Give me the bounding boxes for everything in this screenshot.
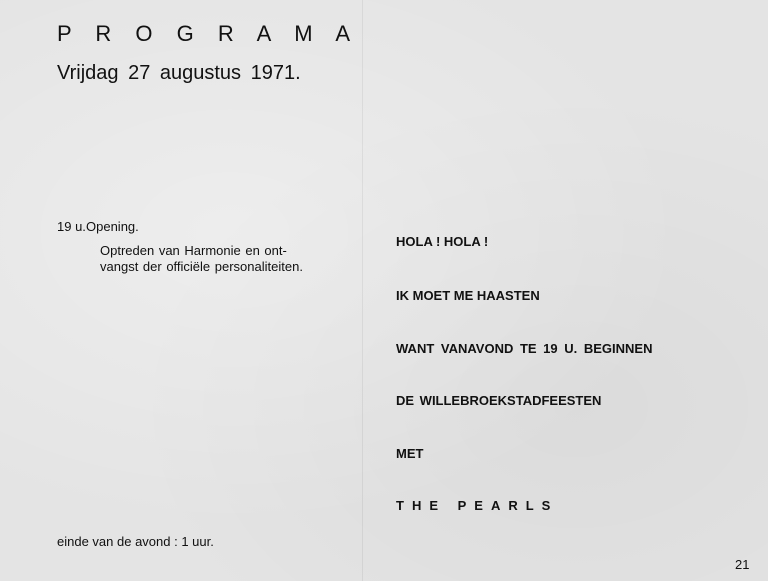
announcement-line: MET	[396, 446, 424, 461]
schedule-description	[100, 243, 365, 275]
schedule-description-line: Optreden van Harmonie en ont-	[100, 243, 287, 258]
schedule-description-line: vangst der officiële personaliteiten.	[100, 259, 303, 274]
program-title: P R O G R A M A	[57, 21, 360, 46]
band-name: THE PEARLS	[396, 498, 559, 513]
announcement-line: IK MOET ME HAASTEN	[396, 288, 540, 303]
page-fold	[362, 0, 363, 581]
schedule-time: 19 u.	[57, 219, 86, 234]
program-date: Vrijdag 27 augustus 1971.	[57, 62, 301, 84]
announcement-line: HOLA ! HOLA !	[396, 234, 489, 249]
schedule-event: Opening.	[86, 219, 139, 234]
announcement-line: DE WILLEBROEKSTADFEESTEN	[396, 393, 602, 408]
evening-end-note: einde van de avond : 1 uur.	[57, 534, 214, 549]
page-number: 21	[735, 557, 750, 572]
announcement-line: WANT VANAVOND TE 19 U. BEGINNEN	[396, 341, 653, 356]
